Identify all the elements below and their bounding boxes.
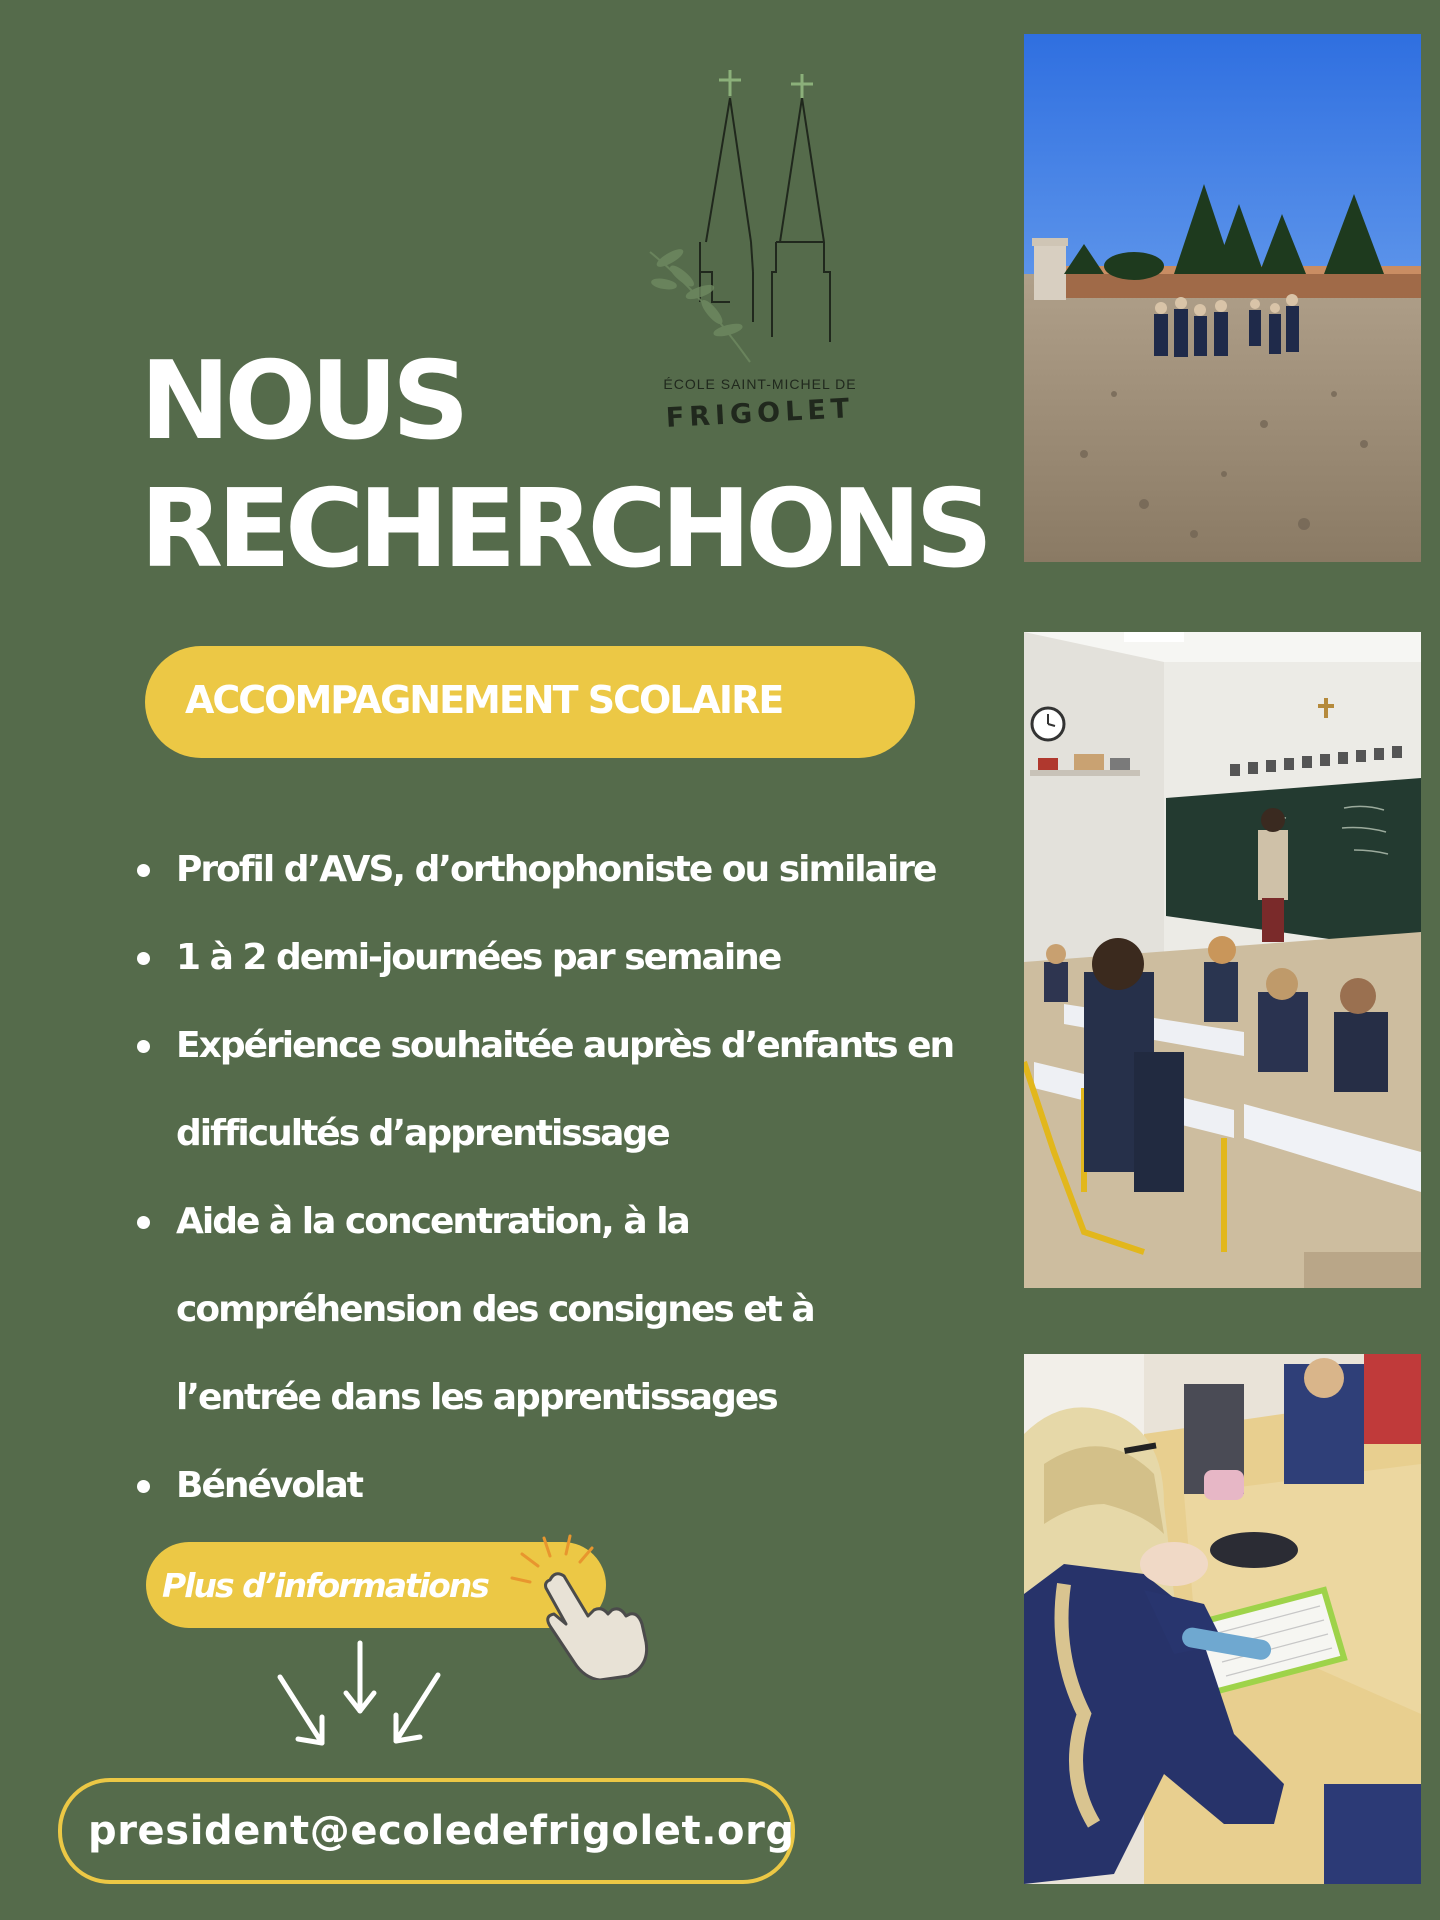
criteria-list — [136, 826, 986, 1530]
criteria-item: 1 à 2 demi-journées par semaine — [136, 914, 986, 1002]
criteria-item: Profil d’AVS, d’orthophoniste ou similaire — [136, 826, 986, 914]
logo-school-name: ÉCOLE SAINT-MICHEL DE — [663, 376, 857, 392]
headline-line-1: NOUS — [140, 339, 464, 464]
student-writing-photo — [1024, 1354, 1421, 1884]
logo-place-name: FRIGOLET — [665, 393, 855, 434]
schoolyard-photo — [1024, 34, 1421, 562]
position-badge-label: ACCOMPAGNEMENT SCOLAIRE — [185, 678, 783, 722]
criteria-item: Aide à la concentration, à la compréhension des consignes et à l’entrée dans les apprentissages — [136, 1178, 986, 1442]
position-badge — [145, 646, 915, 758]
headline-line-2: RECHERCHONS — [140, 467, 988, 592]
more-info-label: Plus d’informations — [162, 1566, 488, 1605]
headline — [140, 338, 987, 594]
pointing-hand-icon — [500, 1530, 660, 1680]
steeples-logo-icon — [640, 62, 880, 372]
contact-email-box[interactable] — [58, 1778, 795, 1884]
down-arrows-icon — [270, 1635, 470, 1755]
contact-email[interactable]: president@ecoledefrigolet.org — [88, 1808, 795, 1854]
classroom-photo — [1024, 632, 1421, 1288]
criteria-item: Bénévolat — [136, 1442, 986, 1530]
criteria-item: Expérience souhaitée auprès d’enfants en difficultés d’apprentissage — [136, 1002, 986, 1178]
